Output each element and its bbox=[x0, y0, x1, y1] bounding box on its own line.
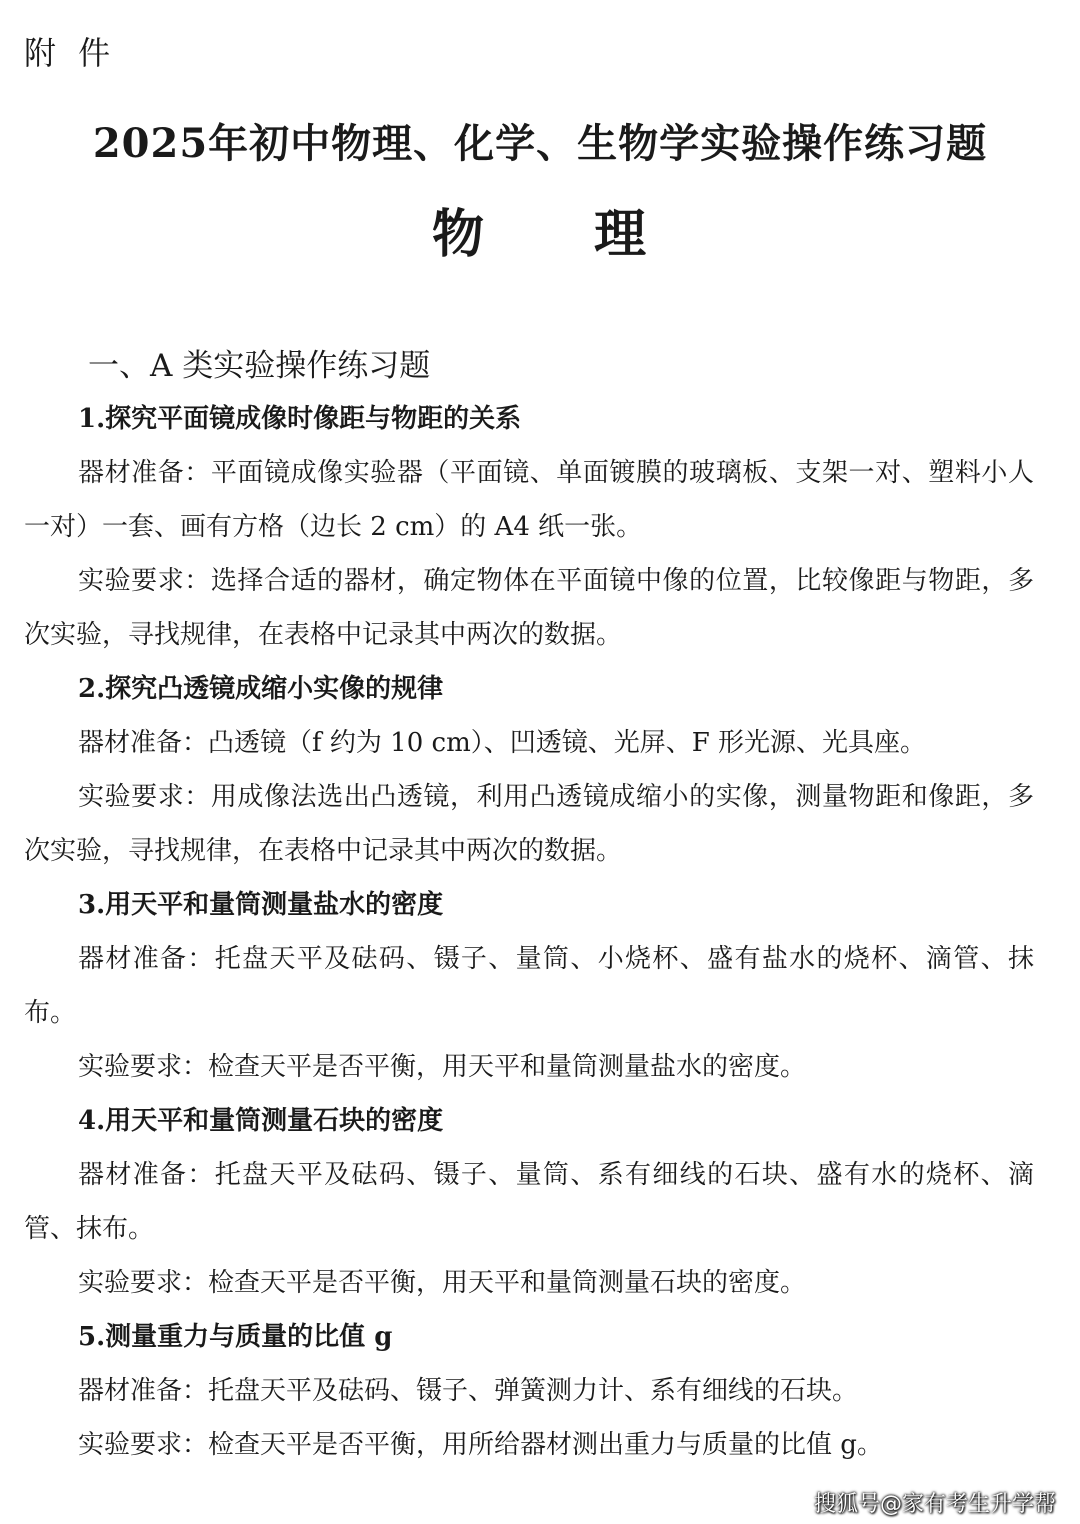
exercise-title: 2.探究凸透镜成缩小实像的规律 bbox=[78, 674, 444, 704]
section-heading: 一、A 类实验操作练习题 bbox=[88, 348, 431, 384]
exercise-title: 3.用天平和量筒测量盐水的密度 bbox=[78, 890, 444, 920]
exercise-requirements: 实验要求：检查天平是否平衡，用所给器材测出重力与质量的比值 g。 bbox=[78, 1430, 883, 1460]
exercise-materials: 器材准备：凸透镜（f 约为 10 cm）、凹透镜、光屏、F 形光源、光具座。 bbox=[78, 728, 927, 758]
watermark-text: 搜狐号@家有考生升学帮 bbox=[813, 1492, 1056, 1517]
exercise-requirements: 实验要求：选择合适的器材，确定物体在平面镜中像的位置，比较像距与物距，多次实验，寻找规律，在表格中记录其中两次的数据。 bbox=[24, 566, 1034, 650]
exercise-item bbox=[24, 662, 1034, 878]
exercise-requirements: 实验要求：检查天平是否平衡，用天平和量筒测量盐水的密度。 bbox=[78, 1052, 807, 1082]
exercise-title: 4.用天平和量筒测量石块的密度 bbox=[78, 1106, 444, 1136]
exercise-list bbox=[24, 392, 1034, 1472]
exercise-materials: 器材准备：托盘天平及砝码、镊子、量筒、系有细线的石块、盛有水的烧杯、滴管、抹布。 bbox=[24, 1160, 1034, 1244]
document-title: 2025年初中物理、化学、生物学实验操作练习题 bbox=[92, 120, 988, 167]
attachment-label: 附 件 bbox=[24, 34, 117, 72]
exercise-requirements: 实验要求：检查天平是否平衡，用天平和量筒测量石块的密度。 bbox=[78, 1268, 807, 1298]
exercise-requirements: 实验要求：用成像法选出凸透镜，利用凸透镜成缩小的实像，测量物距和像距，多次实验，寻找规律，在表格中记录其中两次的数据。 bbox=[24, 782, 1034, 866]
exercise-title: 1.探究平面镜成像时像距与物距的关系 bbox=[78, 404, 522, 434]
exercise-item bbox=[24, 392, 1034, 662]
exercise-title: 5.测量重力与质量的比值 g bbox=[78, 1322, 393, 1352]
exercise-item bbox=[24, 1094, 1034, 1310]
exercise-item bbox=[24, 878, 1034, 1094]
exercise-materials: 器材准备：平面镜成像实验器（平面镜、单面镀膜的玻璃板、支架一对、塑料小人一对）一套、画有方格（边长 2 cm）的 A4 纸一张。 bbox=[24, 458, 1034, 542]
subject-heading: 物 理 bbox=[431, 204, 648, 265]
exercise-materials: 器材准备：托盘天平及砝码、镊子、弹簧测力计、系有细线的石块。 bbox=[78, 1376, 859, 1406]
exercise-item bbox=[24, 1310, 1034, 1472]
exercise-materials: 器材准备：托盘天平及砝码、镊子、量筒、小烧杯、盛有盐水的烧杯、滴管、抹布。 bbox=[24, 944, 1034, 1028]
